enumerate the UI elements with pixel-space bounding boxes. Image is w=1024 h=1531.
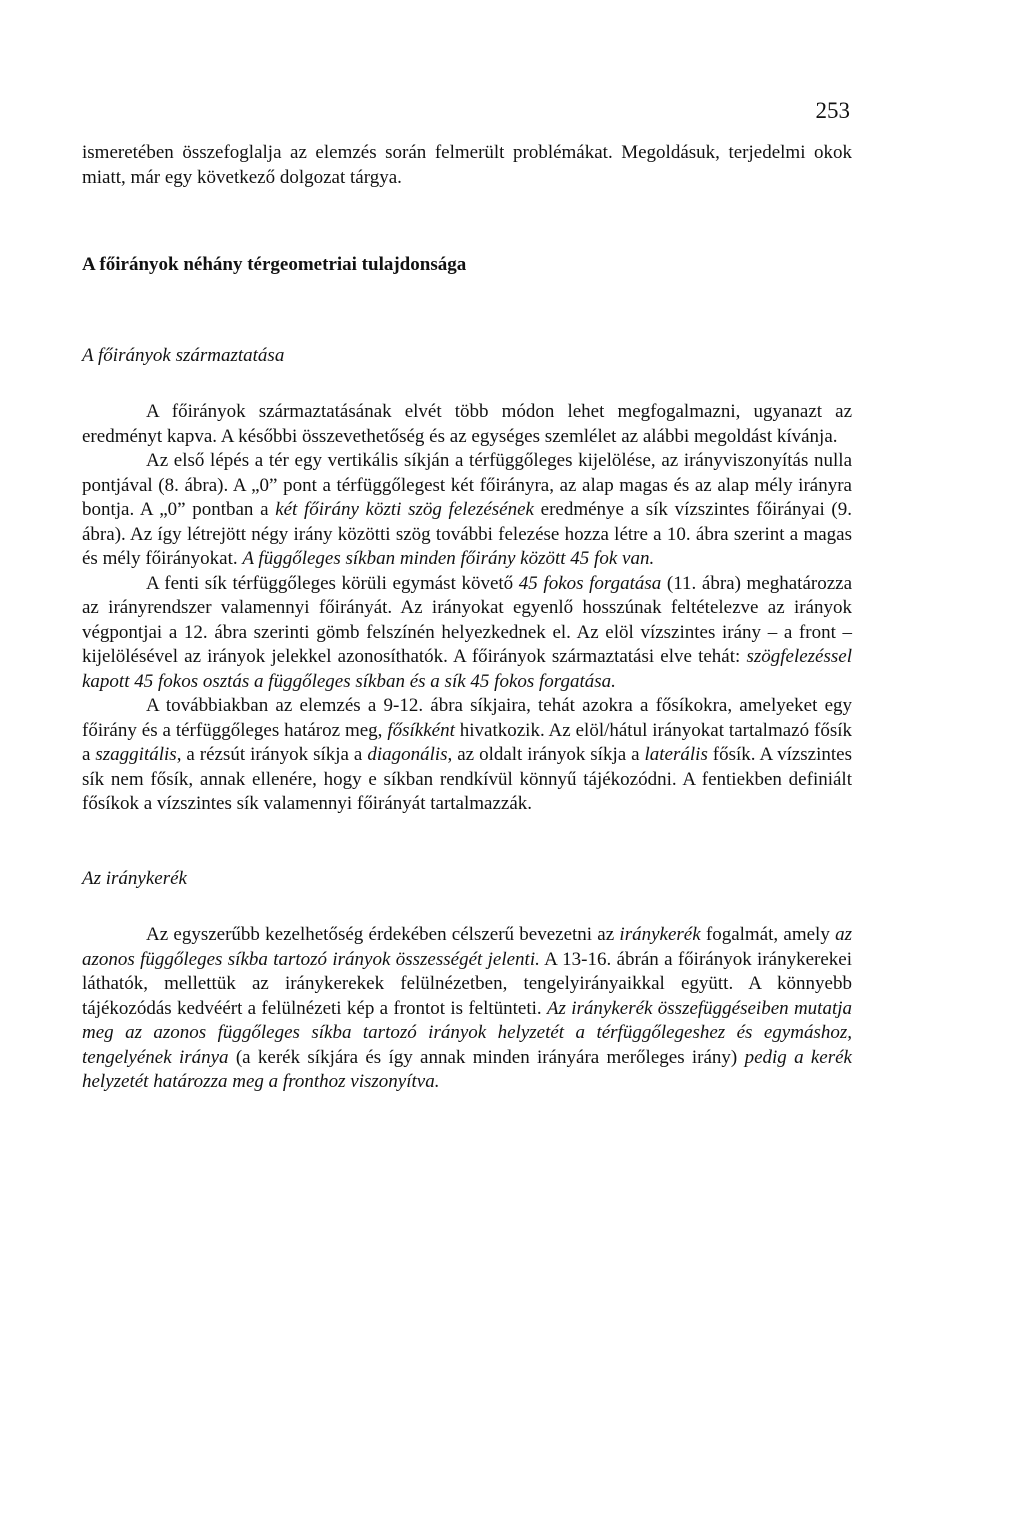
intro-paragraph: ismeretében összefoglalja az elemzés során felmerült problémákat. Megoldásuk, terjedelmi okok miatt, már egy következő dolgozat tárgya. (82, 142, 852, 188)
emphasis: diagonális (367, 744, 448, 765)
emphasis: az azonos függőleges síkba tartozó irányok összességét jelenti. (82, 924, 852, 970)
paragraph (82, 449, 852, 572)
emphasis: szögfelezéssel kapott 45 fokos osztás a függőleges síkban és a sík 45 fokos forgatása. (82, 646, 852, 692)
text-run: Az egyszerűbb kezelhetőség érdekében célszerű bevezetni az (146, 924, 620, 945)
emphasis: fősíkként (387, 719, 455, 741)
subsection-heading-wheel: Az iránykerék (82, 867, 187, 889)
page-body (82, 141, 852, 1095)
text-run: fősík. A vízszintes sík nem fősík, annak ellenére, hogy e síkban rendkívül könnyű tájékozódni. A fentiekben definiált fősíkok a vízszintes sík valamennyi főirányát tartalmazzák. (82, 744, 852, 814)
text-run: (a kerék síkjára és így annak minden irányára merőleges irány) (228, 1046, 745, 1068)
text-run: Az első lépés a tér egy vertikális síkján a térfüggőleges kijelölése, az irányviszonyítás nulla pontjával (8. ábra). A „0” pont a térfüggőlegest két főirányra, az alap magas és az alap mély irányra bontja. A „0” pontban a (82, 450, 852, 520)
text-run: A 13-16. ábrán a főirányok iránykerekei láthatók, mellettük az iránykerekek felülnézetben, tengelyirányaikkal együtt. A könnyebb tájékozódás kedvéért a felülnézeti kép a frontot is feltünteti. (82, 948, 852, 1019)
text-run: A továbbiakban az elemzés a 9-12. ábra síkjaira, tehát azokra a fősíkokra, amelyeket egy főirány és a térfüggőleges határoz meg, (82, 695, 852, 741)
text-run: , a rézsút irányok síkja a (176, 744, 368, 765)
text-run: fogalmát, amely (700, 924, 836, 945)
emphasis: szaggitális (95, 744, 177, 765)
paragraph (82, 923, 852, 1095)
text-run: eredménye a sík vízszintes főirányai (9. ábra). Az így létrejött négy irány közötti szög további felezése hozza létre a 10. ábra szerint a magas és mély főirányokat. (82, 499, 852, 569)
text-run: (11. ábra) meghatározza az irányrendszer valamennyi főirányát. Az irányokat egyenlő hosszúnak feltételezve az irányok végpontjai a 12. ábra szerinti gömb felszínén helyezkednek el. Az elöl vízszintes irány – a front – kijelölésével az irányok jelekkel azonosíthatók. A főirányok származtatási elve tehát: (82, 572, 853, 667)
text-run: , az oldalt irányok síkja a (447, 744, 645, 765)
section-heading: A főirányok néhány térgeometriai tulajdonsága (82, 254, 467, 275)
text-run: hivatkozik. Az elöl/hátul irányokat tartalmazó fősík a (82, 719, 852, 765)
emphasis: laterális (644, 744, 708, 765)
paragraph (82, 572, 852, 695)
paragraph (82, 694, 852, 817)
emphasis: pedig a kerék helyzetét határozza meg a fronthoz viszonyítva. (82, 1046, 852, 1092)
emphasis: két főirány közti szög felezésének (275, 499, 534, 520)
text-run: A fenti sík térfüggőleges körüli egymást követő (146, 572, 519, 594)
page-number: 253 (815, 98, 850, 123)
emphasis: iránykerék (619, 924, 701, 945)
paragraph: A főirányok származtatásának elvét több módon lehet megfogalmazni, ugyanazt az eredményt kapva. A későbbi összevethetőség és az egységes szemlélet az alábbi megoldást kívánja. (82, 401, 852, 447)
subsection-heading-derivation: A főirányok származtatása (82, 344, 285, 366)
emphasis: Az iránykerék összefüggéseiben mutatja meg az azonos függőleges síkba tartozó irányok helyzetét a térfüggőlegeshez és egymáshoz, tengelyének iránya (82, 997, 852, 1068)
emphasis: 45 fokos forgatása (518, 572, 662, 594)
emphasis: A függőleges síkban minden főirány között 45 fok van. (242, 548, 655, 569)
